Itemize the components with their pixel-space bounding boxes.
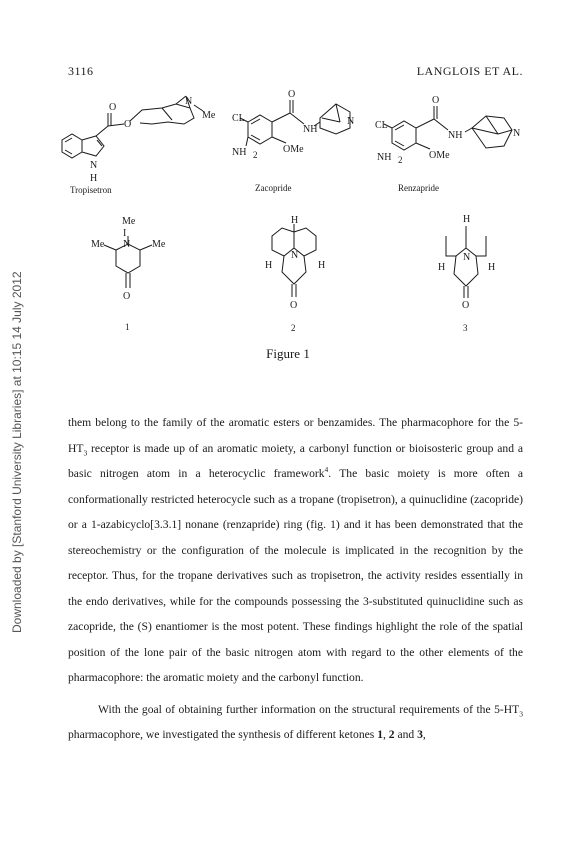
- p1-subscript: 3: [83, 447, 88, 457]
- p1-text-a: them belong to the family of the aromatic esters or benzamides. The pharmacophore for the 5-HT: [68, 416, 523, 455]
- zacopride-label: Zacopride: [255, 183, 292, 193]
- watermark-text: Downloaded by [Stanford University Libraries] at 10:15 14 July 2012: [10, 271, 24, 633]
- body-text: [68, 410, 523, 748]
- compound-1-me-left: Me: [91, 239, 105, 250]
- compound-3-o: O: [462, 300, 470, 311]
- compound-2-h-left: H: [265, 260, 273, 271]
- compound-1-o: O: [123, 291, 131, 302]
- renzapride-nh2-sub: 2: [398, 155, 403, 165]
- tropisetron-n: N: [185, 96, 193, 107]
- zacopride-cl: CL: [232, 113, 245, 124]
- zacopride-nh2: NH: [232, 147, 247, 158]
- compound-3-h-left: H: [438, 262, 446, 273]
- compound-2-label: 2: [291, 323, 296, 333]
- tropisetron-label: Tropisetron: [70, 185, 112, 195]
- compound-1-me-right: Me: [152, 239, 166, 250]
- p2-sep-1: ,: [382, 728, 389, 741]
- tropisetron-o1: O: [109, 102, 117, 113]
- running-head: LANGLOIS ET AL.: [416, 64, 523, 78]
- compound-3-n: N: [463, 252, 471, 263]
- p2-text-b: pharmacophore, we investigated the synthesis of different ketones: [68, 728, 378, 741]
- zacopride-o: O: [288, 89, 296, 100]
- compound-1-bar: I: [123, 228, 127, 239]
- renzapride-ome: OMe: [429, 150, 450, 161]
- p2-sep-2: and: [394, 728, 418, 741]
- p2-text-a: With the goal of obtaining further information on the structural requirements of the 5-HT: [98, 702, 520, 716]
- tropisetron-me: Me: [202, 110, 216, 121]
- paragraph-1: [68, 410, 523, 691]
- figure-caption: Figure 1: [266, 346, 310, 361]
- tropisetron-nh-h: H: [90, 173, 98, 184]
- renzapride-nh: NH: [448, 130, 463, 141]
- p2-compound-3: 3: [417, 728, 423, 741]
- p1-text-b: receptor is made up of an aromatic moiety, a carbonyl function or bioisosteric group and a basic nitrogen atom in a heterocyclic framework: [68, 441, 523, 480]
- renzapride-nh2: NH: [377, 152, 392, 163]
- compound-2-h-top: H: [291, 215, 299, 226]
- compound-3-h-right: H: [488, 262, 496, 273]
- p2-compound-1: 1: [377, 728, 383, 741]
- compound-3-label: 3: [463, 323, 468, 333]
- compound-2-n: N: [291, 250, 299, 261]
- zacopride-n: N: [347, 116, 355, 127]
- compound-1-me-top: Me: [122, 216, 136, 227]
- compound-1-n: N: [123, 239, 131, 250]
- p2-subscript: 3: [519, 708, 523, 718]
- renzapride-cl: CL: [375, 120, 388, 131]
- zacopride-nh2-sub: 2: [253, 150, 258, 160]
- renzapride-label: Renzapride: [398, 183, 439, 193]
- p2-compound-2: 2: [388, 728, 395, 741]
- zacopride-nh: NH: [303, 124, 318, 135]
- renzapride-o: O: [432, 95, 440, 106]
- compound-1-label: 1: [125, 322, 130, 332]
- compound-2-h-right: H: [318, 260, 326, 271]
- paragraph-2: [68, 697, 523, 748]
- zacopride-ome: OMe: [283, 144, 304, 155]
- page-number: 3116: [68, 64, 94, 78]
- tropisetron-structure: [62, 96, 203, 158]
- p1-text-c: . The basic moiety is more often a conformationally restricted heterocycle such as a tropane (tropisetron), a quinuclidine (zacopride) or a 1-azabicyclo[3.3.1] nonane (renzapride) ring (fig. 1) and it has been demonstrated that the stereochemistry or the configuration of the molecule is implicated in the recognition by the receptor. Thus, for the tropane derivatives such as tropisetron, the activity resides essentially in the endo derivatives, while for the compounds possessing the 3-substituted quinuclidine such as zacopride, the (S) enantiomer is the most potent. These findings highlight the role of the spatial position of the lone pair of the basic nitrogen atom with regard to the other elements of the pharmacophore: the aromatic moiety and the carbonyl function.: [68, 467, 523, 684]
- p2-end: ,: [422, 728, 426, 741]
- compound-2-o: O: [290, 300, 298, 311]
- renzapride-structure: [384, 106, 512, 150]
- tropisetron-o2: O: [124, 119, 132, 130]
- compound-3-h-top: H: [463, 214, 471, 225]
- p1-reference-mark: 4: [324, 465, 329, 475]
- tropisetron-nh-n: N: [90, 160, 98, 171]
- renzapride-n: N: [513, 128, 521, 139]
- zacopride-structure: [240, 100, 350, 146]
- figure-1: [0, 0, 576, 380]
